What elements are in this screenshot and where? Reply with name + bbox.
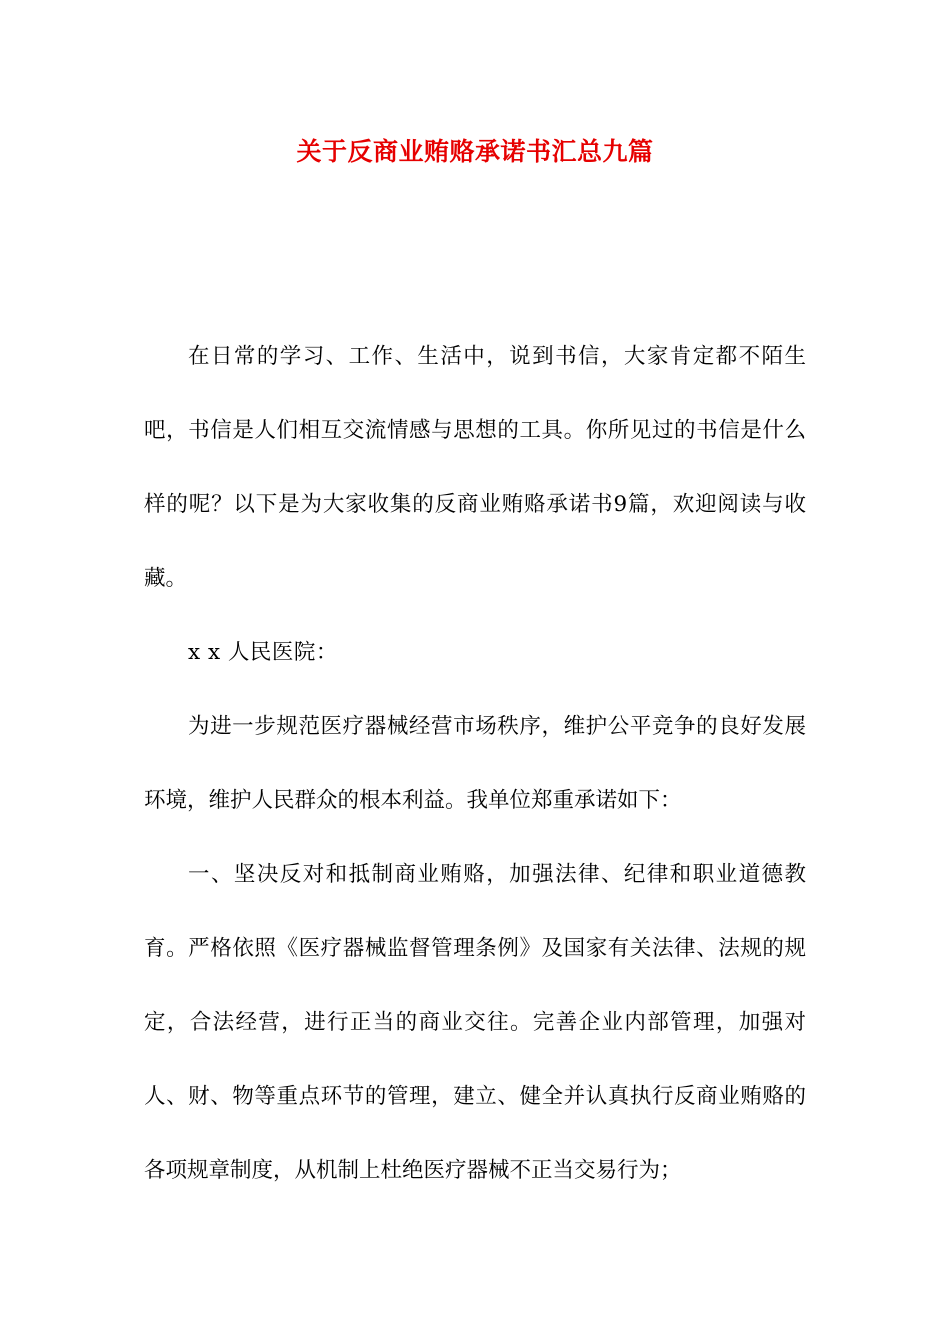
pledge-preamble-paragraph: 为进一步规范医疗器械经营市场秩序，维护公平竞争的良好发展环境，维护人民群众的根本利益。我单位郑重承诺如下：: [144, 714, 806, 813]
intro-paragraph: 在日常的学习、工作、生活中，说到书信，大家肯定都不陌生吧，书信是人们相互交流情感与思想的工具。你所见过的书信是什么样的呢？以下是为大家收集的反商业贿赂承诺书9篇，欢迎阅读与收藏。: [144, 344, 806, 591]
document-body: [144, 320, 806, 1208]
addressee-line: x x 人民医院：: [188, 640, 338, 665]
document-title: 关于反商业贿赂承诺书汇总九篇: [296, 137, 654, 166]
pledge-item-one-paragraph: 一、坚决反对和抵制商业贿赂，加强法律、纪律和职业道德教育。严格依照《医疗器械监督管理条例》及国家有关法律、法规的规定，合法经营，进行正当的商业交往。完善企业内部管理，加强对人、财、物等重点环节的管理，建立、健全并认真执行反商业贿赂的各项规章制度，从机制上杜绝医疗器械不正当交易行为；: [144, 862, 806, 1183]
